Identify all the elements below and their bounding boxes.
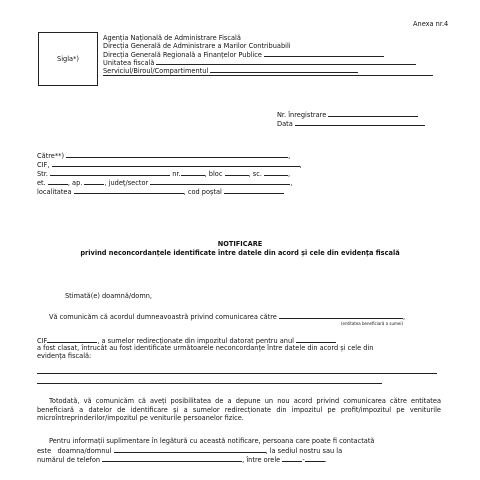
fiscal-unit: Unitatea fiscală [103, 58, 416, 67]
para4-line1: Pentru informații suplimentare în legătură cu această notificare, persoana care poate fi contactată [49, 437, 375, 445]
agency-name: Agenția Națională de Administrare Fiscală [103, 34, 241, 42]
discrepancy-line-1 [37, 373, 437, 374]
recipient-floor: et. , ap. , județ/sector , [37, 179, 293, 187]
discrepancy-line-2 [37, 383, 382, 384]
para2-line1: CIF , a sumelor redirecționate din impozitul datorat pentru anul [37, 336, 336, 345]
header-rule [103, 75, 433, 76]
registration-number: Nr. înregistrare [277, 110, 418, 119]
notice-title: NOTIFICARE [217, 240, 263, 248]
para2-line2: a fost clasat, întrucât au fost identificate următoarele neconcordanțe între datele din acord și cele din [37, 344, 374, 352]
para1-caption: (entitatea beneficiară a sumei) [341, 321, 404, 326]
para1-text: Vă comunicăm că acordul dumneavoastră privind comunicarea către , [49, 313, 406, 321]
recipient-locality: localitatea , cod poștal [37, 187, 284, 196]
sigla-label: Sigla*) [57, 55, 79, 63]
annex-label: Anexa nr.4 [413, 20, 449, 28]
recipient-street: Str. nr. , bloc , sc. , [37, 170, 291, 178]
notice-subtitle: privind neconcordanțele identificate între datele din acord și cele din evidența fiscală [80, 249, 400, 257]
logo-placeholder [38, 32, 98, 86]
para4-line2: este doamna/domnul , la sediul nostru sau la [37, 447, 343, 455]
directorate-regional: Direcția Generală Regională a Finanțelor Publice [103, 50, 384, 59]
directorate-general: Direcția Generală de Administrare a Marilor Contribuabili [103, 42, 291, 50]
para4-line3: numărul de telefon , între orele - . [37, 456, 327, 464]
para3: Totodată, vă comunicăm că aveți posibilitatea de a depune un nou acord privind comunicarea către entitatea beneficiară a datelor de identificare și a sumelor redirecționate din impozitul pe profit/impozitul pe veniturile microîntreprinderilor/impozitul pe veniturile persoanelor fizice. [37, 397, 441, 423]
para2-line3: evidența fiscală: [37, 352, 92, 360]
recipient-cif: CIF, , [37, 161, 302, 169]
service-office: Serviciul/Biroul/Compartimentul [103, 66, 358, 75]
recipient-to: Către**) , [37, 152, 291, 160]
salutation: Stimată(e) doamnă/domn, [65, 292, 153, 300]
registration-date: Data [277, 119, 425, 128]
